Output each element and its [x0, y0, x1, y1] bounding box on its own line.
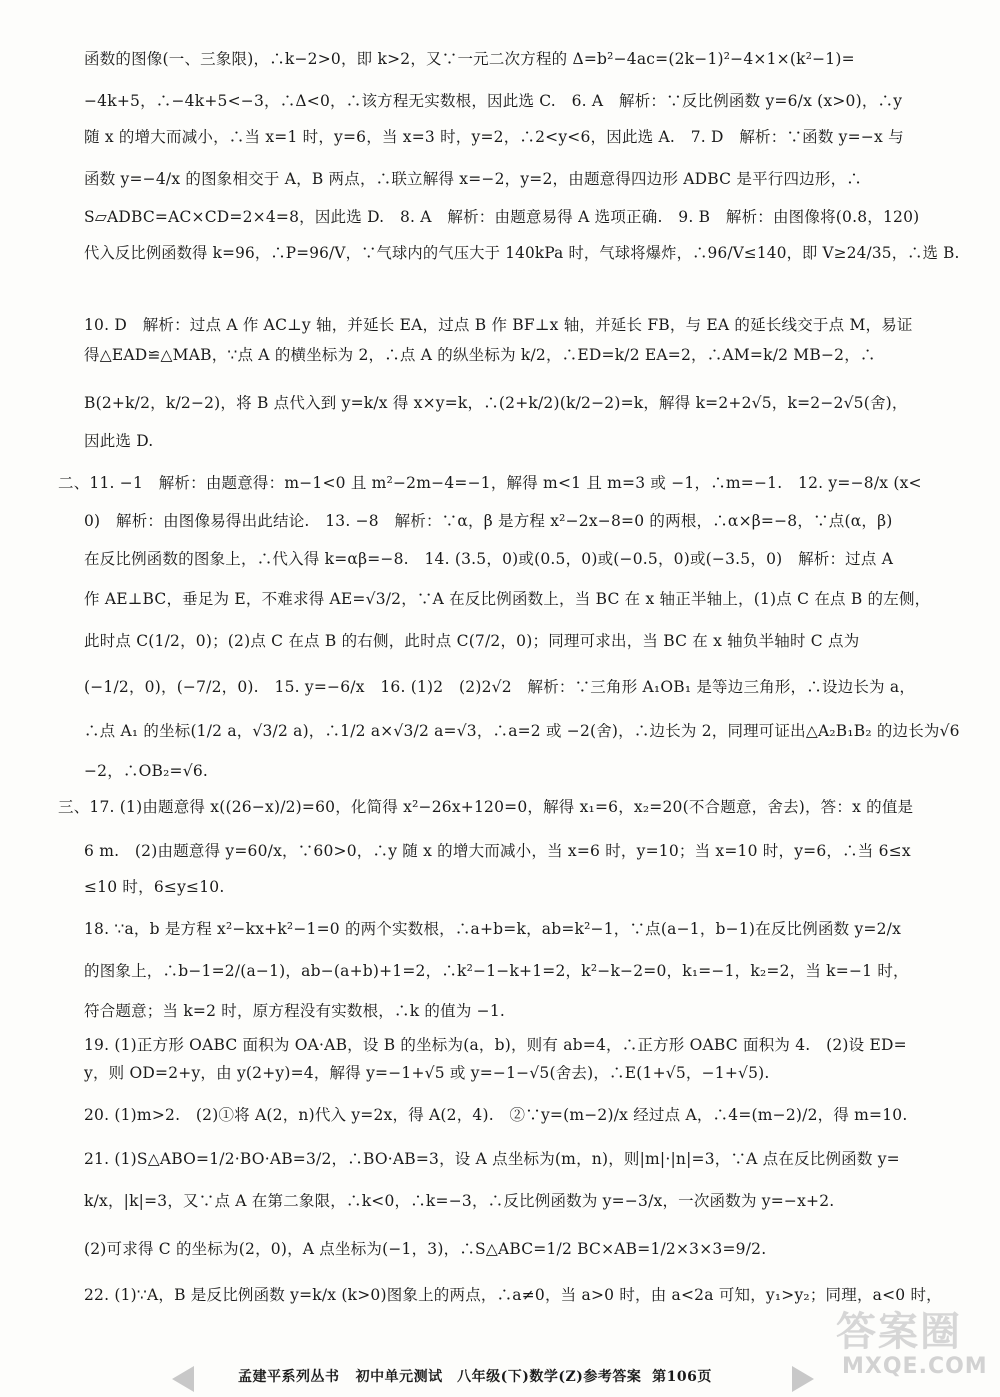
text-line: 10. D 解析：过点 A 作 AC⊥y 轴，并延长 EA，过点 B 作 BF⊥x 轴，并延长 FB，与 EA 的延长线交于点 M，易证 [84, 316, 913, 334]
text-line: 22. (1)∵A，B 是反比例函数 y=k/x (k>0)图象上的两点，∴a≠0，当 a>0 时，由 a<2a 可知，y₁>y₂；同理，a<0 时， [84, 1286, 942, 1304]
text-line: −2，∴OB₂=√6. [84, 762, 209, 780]
next-arrow-icon [792, 1366, 814, 1392]
book-title: 初中单元测试 八年级(下)数学(Z)参考答案 [355, 1369, 642, 1385]
watermark-url: MXQE.COM [842, 1354, 988, 1379]
text-line: 20. (1)m>2. (2)①将 A(2，n)代入 y=2x，得 A(2，4). ②∵y=(m−2)/x 经过点 A，∴4=(m−2)/2，得 m=10. [84, 1106, 908, 1124]
text-line: 随 x 的增大而减小，∴当 x=1 时，y=6，当 x=3 时，y=2，∴2<y<6，因此选 A. 7. D 解析：∵函数 y=−x 与 [84, 128, 904, 146]
text-line: S▱ADBC=AC×CD=2×4=8，因此选 D. 8. A 解析：由题意易得 A 选项正确. 9. B 解析：由图像将(0.8，120) [84, 208, 920, 226]
text-line: 代入反比例函数得 k=96，∴P=96/V，∵气球内的气压大于 140kPa 时，气球将爆炸，∴96/V≤140，即 V≥24/35，∴选 B. [84, 244, 960, 262]
text-line: (−1/2，0)，(−7/2，0). 15. y=−6/x 16. (1)2 (2)2√2 解析：∵三角形 A₁OB₁ 是等边三角形，∴设边长为 a， [84, 678, 916, 696]
text-line: 符合题意；当 k=2 时，原方程没有实数根，∴k 的值为 −1. [84, 1002, 506, 1020]
text-line: y，则 OD=2+y，由 y(2+y)=4，解得 y=−1+√5 或 y=−1−√5(舍去)，∴E(1+√5，−1+√5). [84, 1064, 770, 1082]
text-line: 作 AE⊥BC，垂足为 E，不难求得 AE=√3/2，∵A 在反比例函数上，当 BC 在 x 轴正半轴上，(1)点 C 在点 B 的左侧， [84, 590, 931, 608]
watermark-logo-text: 答案圈 [836, 1309, 962, 1355]
prev-arrow-icon [172, 1366, 194, 1392]
text-line: (2)可求得 C 的坐标为(2，0)，A 点坐标为(−1，3)，∴S△ABC=1/2 BC×AB=1/2×3×3=9/2. [84, 1240, 767, 1258]
text-line: ∴点 A₁ 的坐标(1/2 a，√3/2 a)，∴1/2 a×√3/2 a=√3，∴a=2 或 −2(舍)，∴边长为 2，同理可证出△A₂B₁B₂ 的边长为√6 [84, 722, 960, 740]
text-line: k/x，|k|=3，又∵点 A 在第二象限，∴k<0，∴k=−3，∴反比例函数为 y=−3/x，一次函数为 y=−x+2. [84, 1192, 835, 1210]
text-line: 6 m. (2)由题意得 y=60/x，∵60>0，∴y 随 x 的增大而减小，当 x=6 时，y=10；当 x=10 时，y=6，∴当 6≤x [84, 842, 911, 860]
watermark-logo [832, 1300, 992, 1390]
text-line: 18. ∵a，b 是方程 x²−kx+k²−1=0 的两个实数根，∴a+b=k，ab=k²−1，∵点(a−1，b−1)在反比例函数 y=2/x [84, 920, 902, 938]
text-line: ≤10 时，6≤y≤10. [84, 878, 225, 896]
text-line: 此时点 C(1/2，0)；(2)点 C 在点 B 的右侧，此时点 C(7/2，0)；同理可求出，当 BC 在 x 轴负半轴时 C 点为 [84, 632, 860, 650]
text-line: 21. (1)S△ABO=1/2·BO·AB=3/2，∴BO·AB=3，设 A 点坐标为(m，n)，则|m|·|n|=3，∵A 点在反比例函数 y= [84, 1150, 900, 1168]
text-line: 二、11. −1 解析：由题意得：m−1<0 且 m²−2m−4=−1，解得 m<1 且 m=3 或 −1，∴m=−1. 12. y=−8/x (x< [58, 474, 922, 492]
text-line: 函数的图像(一、三象限)，∴k−2>0，即 k>2，又∵一元二次方程的 Δ=b²−4ac=(2k−1)²−4×1×(k²−1)= [84, 50, 855, 68]
footer-text [238, 1366, 712, 1386]
text-line: 在反比例函数的图象上，∴代入得 k=αβ=−8. 14. (3.5，0)或(0.5，0)或(−0.5，0)或(−3.5，0) 解析：过点 A [84, 550, 894, 568]
text-line: −4k+5，∴−4k+5<−3，∴Δ<0，∴该方程无实数根，因此选 C. 6. A 解析：∵反比例函数 y=6/x (x>0)，∴y [84, 92, 903, 110]
text-line: 三、17. (1)由题意得 x((26−x)/2)=60，化简得 x²−26x+120=0，解得 x₁=6，x₂=20(不合题意，舍去)，答：x 的值是 [58, 798, 914, 816]
series-name: 孟建平系列丛书 [238, 1369, 340, 1385]
text-line: 19. (1)正方形 OABC 面积为 OA·AB，设 B 的坐标为(a，b)，则有 ab=4，∴正方形 OABC 面积为 4. (2)设 ED= [84, 1036, 907, 1054]
text-line: B(2+k/2，k/2−2)，将 B 点代入到 y=k/x 得 x×y=k，∴(2+k/2)(k/2−2)=k，解得 k=2+2√5，k=2−2√5(舍)， [84, 394, 908, 412]
text-line: 函数 y=−4/x 的图象相交于 A，B 两点，∴联立解得 x=−2，y=2，由题意得四边形 ADBC 是平行四边形，∴ [84, 170, 862, 188]
text-line: 的图象上，∴b−1=2/(a−1)，ab−(a+b)+1=2，∴k²−1−k+1=2，k²−k−2=0，k₁=−1，k₂=2，当 k=−1 时， [84, 962, 909, 980]
page-number: 第106页 [652, 1369, 712, 1385]
text-line: 得△EAD≌△MAB，∵点 A 的横坐标为 2，∴点 A 的纵坐标为 k/2，∴ED=k/2 EA=2，∴AM=k/2 MB−2，∴ [84, 346, 876, 364]
text-line: 因此选 D. [84, 432, 154, 450]
text-line: 0) 解析：由图像易得出此结论. 13. −8 解析：∵α，β 是方程 x²−2x−8=0 的两根，∴α×β=−8，∵点(α，β) [84, 512, 893, 530]
